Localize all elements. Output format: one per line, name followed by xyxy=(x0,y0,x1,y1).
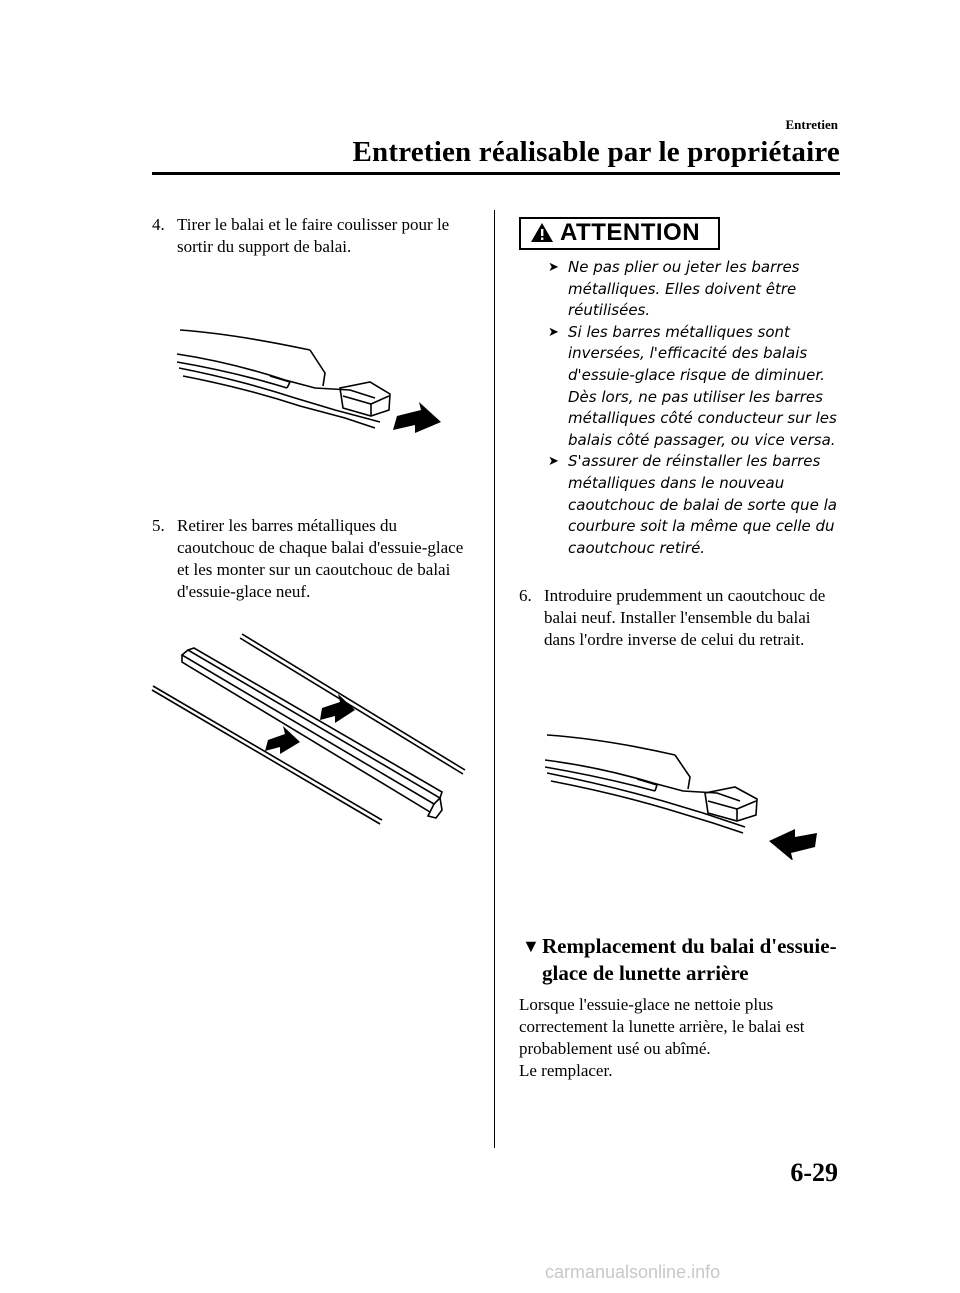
attention-label: ATTENTION xyxy=(560,219,701,246)
bullet-arrow-icon: ➤ xyxy=(548,454,559,470)
subsection-heading xyxy=(522,933,842,987)
bullet-arrow-icon: ➤ xyxy=(548,324,559,340)
page-number: 6-29 xyxy=(790,1158,838,1187)
step-text: Tirer le balai et le faire coulisser pour le sortir du support de balai. xyxy=(177,215,450,256)
attention-item xyxy=(548,451,848,559)
triangle-down-icon: ▼ xyxy=(522,936,540,956)
step-4 xyxy=(152,214,472,258)
paragraph-line: Le remplacer. xyxy=(519,1061,613,1080)
chapter-title: Entretien réalisable par le propriétaire xyxy=(352,136,840,168)
wiper-removal-illustration xyxy=(175,318,450,448)
metal-bars-illustration xyxy=(150,630,470,825)
step-text: Retirer les barres métalliques du caoutchouc de chaque balai d'essuie-glace et les monter sur un caoutchouc de balai d'essuie-glace neuf. xyxy=(177,516,464,601)
subsection-paragraph xyxy=(519,994,844,1082)
attention-item xyxy=(548,257,848,322)
attention-item-text: Si les barres métalliques sont inversées, l'efficacité des balais d'essuie-glace risque de diminuer. Dès lors, ne pas utiliser les barres métalliques côté conducteur sur les balais côté passager, ou vice versa. xyxy=(568,322,837,449)
section-title: Entretien xyxy=(785,117,838,132)
step-5 xyxy=(152,515,472,603)
column-divider xyxy=(494,210,495,1148)
arrow-icon xyxy=(769,829,817,860)
warning-icon xyxy=(530,222,554,243)
step-text: Introduire prudemment un caoutchouc de balai neuf. Installer l'ensemble du balai dans l'ordre inverse de celui du retrait. xyxy=(544,586,826,649)
step-number: 4. xyxy=(152,215,165,234)
attention-list xyxy=(548,257,848,559)
step-number: 6. xyxy=(519,586,532,605)
paragraph-line: Lorsque l'essuie-glace ne nettoie plus xyxy=(519,995,774,1014)
step-number: 5. xyxy=(152,516,165,535)
arrow-icon xyxy=(393,402,441,433)
attention-item-text: S'assurer de réinstaller les barres métalliques dans le nouveau caoutchouc de balai de sorte que la courbure soit la même que celle du caoutchouc retiré. xyxy=(568,452,837,557)
attention-item xyxy=(548,322,848,452)
watermark: carmanualsonline.info xyxy=(545,1262,721,1282)
step-6 xyxy=(519,585,839,651)
attention-item-text: Ne pas plier ou jeter les barres métalliques. Elles doivent être réutilisées. xyxy=(568,258,800,320)
paragraph-line: probablement usé ou abîmé. xyxy=(519,1039,711,1058)
subsection-title: Remplacement du balai d'essuie-glace de lunette arrière xyxy=(542,934,837,985)
wiper-installation-illustration xyxy=(545,725,820,860)
bullet-arrow-icon: ➤ xyxy=(548,260,559,275)
header-rule xyxy=(152,172,840,175)
paragraph-line: correctement la lunette arrière, le balai est xyxy=(519,1017,805,1036)
